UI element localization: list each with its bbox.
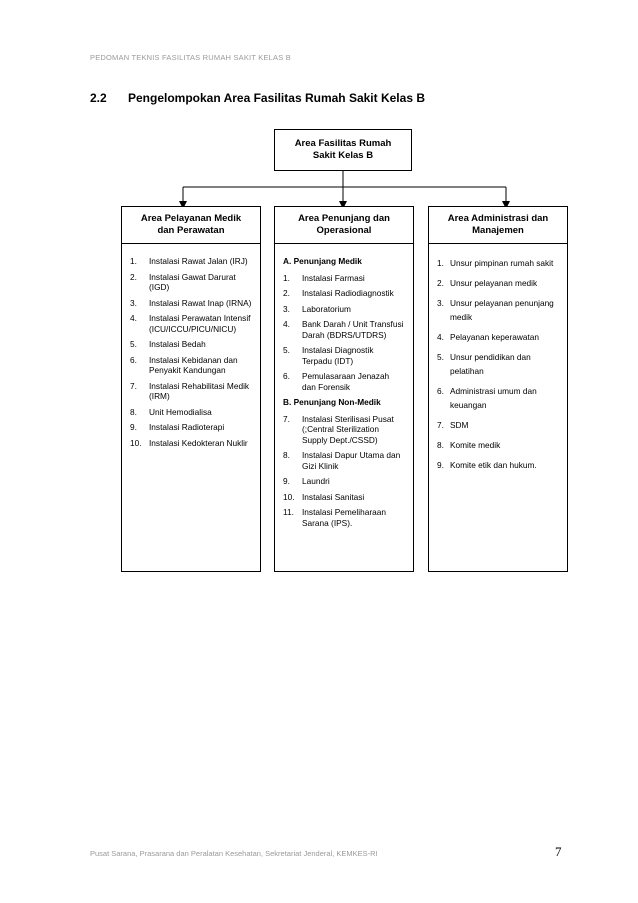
column-head-penunjang xyxy=(274,206,414,244)
page-footer: Pusat Sarana, Prasarana dan Peralatan Kesehatan, Sekretariat Jenderal, KEMKES-RI xyxy=(90,849,378,858)
list-item: 3. Laboratorium xyxy=(283,303,351,314)
group-heading-penunjang-non-medik: B. Penunjang Non-Medik xyxy=(283,397,381,407)
list-item: 5. Unsur pendidikan dan pelatihan xyxy=(437,352,531,376)
column-body-penunjang xyxy=(274,243,414,572)
list-item: 6. Pemulasaraan Jenazah dan Forensik xyxy=(283,371,390,392)
list-item: 2. Instalasi Radiodiagnostik xyxy=(283,288,394,298)
list-item: 2. Unsur pelayanan medik xyxy=(437,278,538,288)
list-item: 5. Instalasi Diagnostik Terpadu (IDT) xyxy=(283,345,374,366)
column-body-administrasi xyxy=(428,243,568,572)
root-node xyxy=(274,129,412,171)
list-item: 7. Instalasi Sterilisasi Pusat (;Central Sterilization Supply Dept./CSSD) xyxy=(283,413,394,445)
column-title: Area Administrasi dan Manajemen xyxy=(447,213,549,236)
list-item: 9. Instalasi Radioterapi xyxy=(130,422,225,432)
page-number: 7 xyxy=(555,844,562,859)
section-title: Pengelompokan Area Fasilitas Rumah Sakit Kelas B xyxy=(128,91,425,105)
running-header: PEDOMAN TEKNIS FASILITAS RUMAH SAKIT KELAS B xyxy=(90,53,291,62)
list-item: 1. Unsur pimpinan rumah sakit xyxy=(437,258,554,268)
column-body-pelayanan-medik xyxy=(121,243,261,572)
list-item: 8. Komite medik xyxy=(437,440,501,450)
section-number: 2.2 xyxy=(90,91,107,105)
list-item: 7. SDM xyxy=(437,420,469,430)
column-head-administrasi xyxy=(428,206,568,244)
list-item: 5. Instalasi Bedah xyxy=(130,339,206,349)
column-title: Area Pelayanan Medik dan Perawatan xyxy=(140,213,242,236)
list-item: 1. Instalasi Rawat Jalan (IRJ) xyxy=(130,256,248,266)
list-item: 10. Instalasi Sanitasi xyxy=(283,491,365,502)
column-head-pelayanan-medik xyxy=(121,206,261,244)
list-item: 8. Unit Hemodialisa xyxy=(130,406,212,417)
list-item: 6. Instalasi Kebidanan dan Penyakit Kandungan xyxy=(130,354,238,375)
root-node-label: Area Fasilitas Rumah Sakit Kelas B xyxy=(294,138,392,161)
list-item: 11. Instalasi Pemeliharaan Sarana (IPS). xyxy=(283,507,386,528)
list-item: 3. Unsur pelayanan penunjang medik xyxy=(437,298,554,322)
list-item: 6. Administrasi umum dan keuangan xyxy=(437,386,537,410)
column-title: Area Penunjang dan Operasional xyxy=(298,213,390,236)
list-item: 10. Instalasi Kedokteran Nuklir xyxy=(130,437,248,448)
list-item: 3. Instalasi Rawat Inap (IRNA) xyxy=(130,297,252,308)
group-heading-penunjang-medik: A. Penunjang Medik xyxy=(283,256,362,266)
list-item: 7. Instalasi Rehabilitasi Medik (IRM) xyxy=(130,380,250,401)
list-item: 4. Instalasi Perawatan Intensif (ICU/ICCU/PICU/NICU) xyxy=(130,313,251,334)
list-item: 9. Laundri xyxy=(283,476,330,486)
list-item: 9. Komite etik dan hukum. xyxy=(437,460,537,470)
list-item: 2. Instalasi Gawat Darurat (IGD) xyxy=(130,271,236,292)
list-item: 4. Bank Darah / Unit Transfusi Darah (BDRS/UTDRS) xyxy=(283,319,404,340)
list-item: 4. Pelayanan keperawatan xyxy=(437,332,540,342)
list-item: 8. Instalasi Dapur Utama dan Gizi Klinik xyxy=(283,450,401,471)
list-item: 1. Instalasi Farmasi xyxy=(283,272,365,283)
